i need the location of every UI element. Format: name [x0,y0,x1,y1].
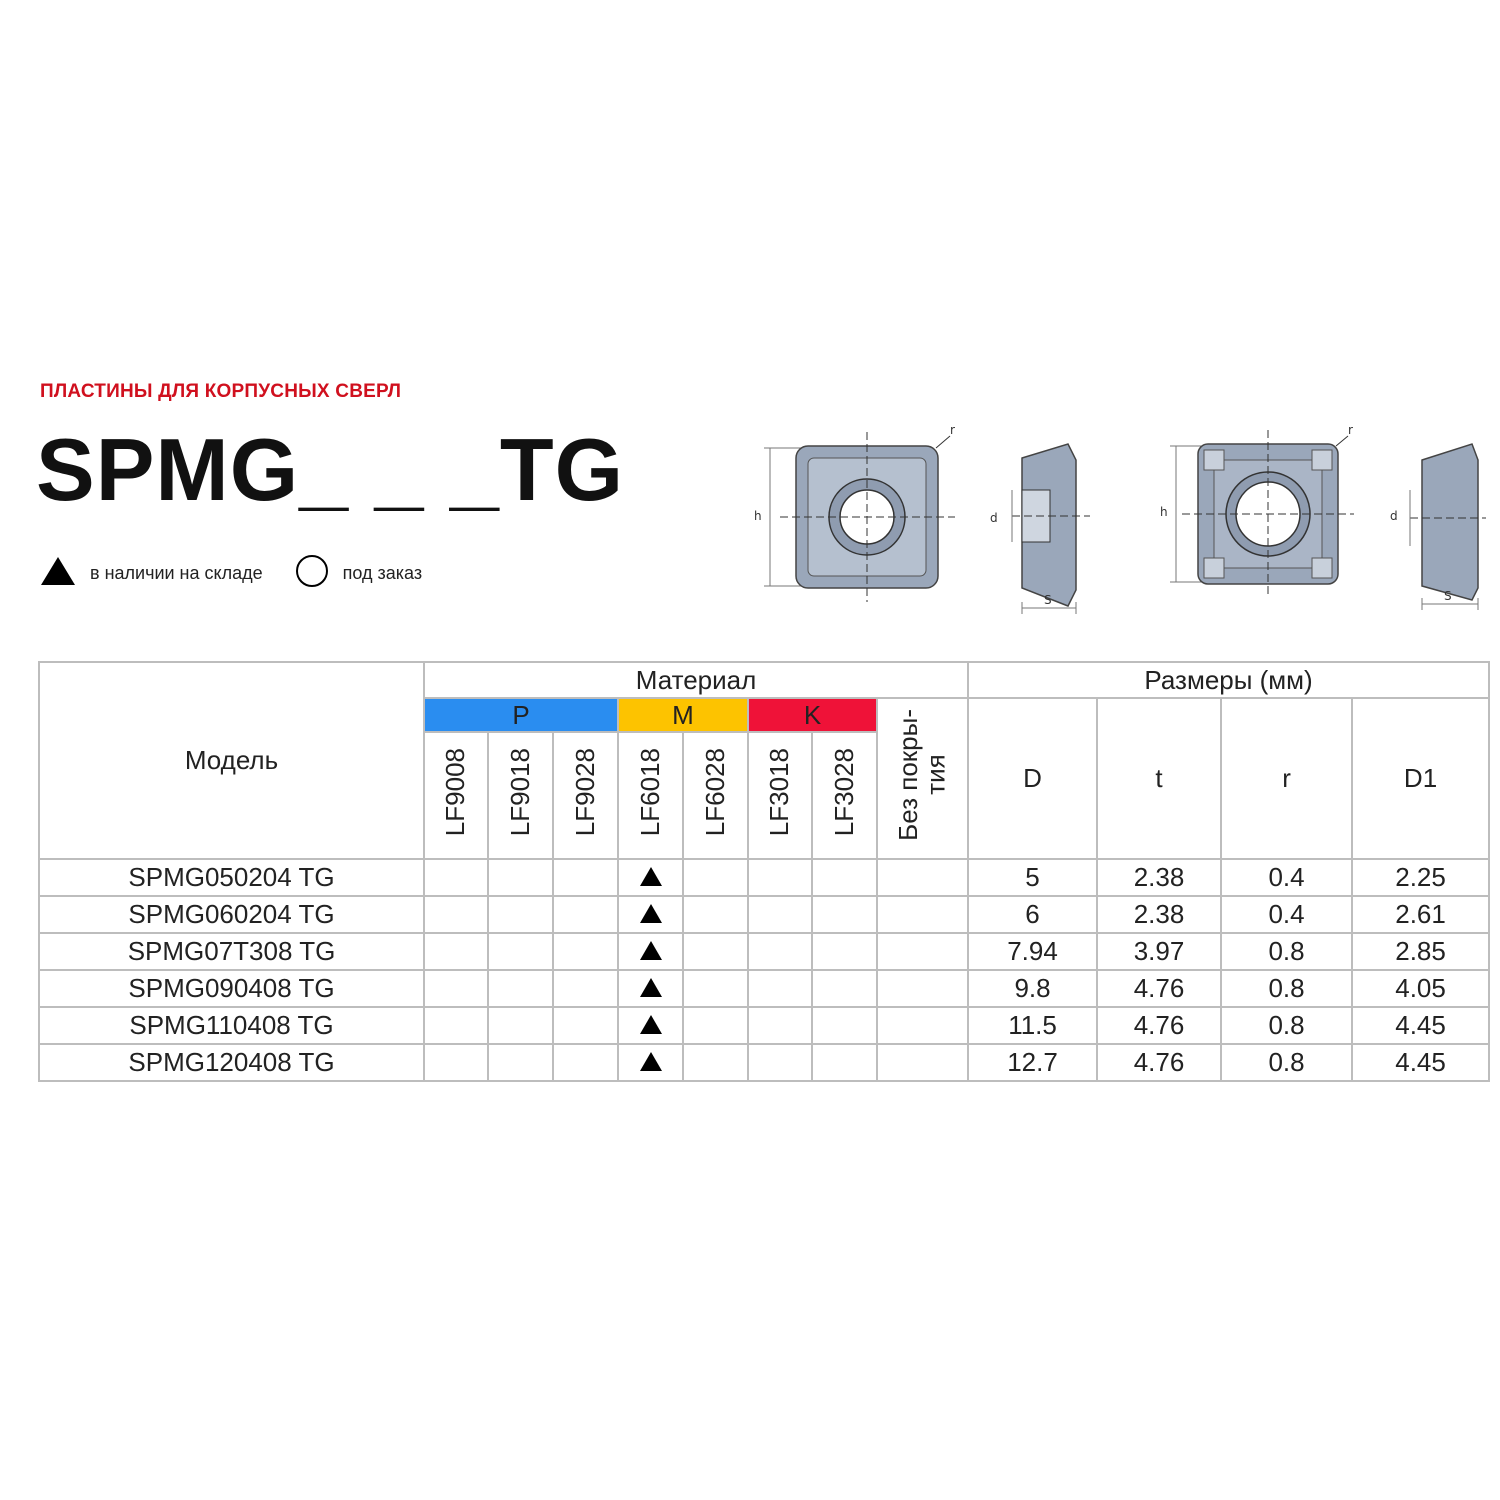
availability-cell [553,970,618,1007]
in-stock-label: в наличии на складе [90,562,263,583]
category-k: K [748,698,877,732]
material-header: Материал [424,662,968,698]
availability-cell [812,1044,877,1081]
table-row [39,1007,1489,1044]
dim-cell-D1: 2.85 [1352,933,1489,970]
availability-cell [748,1044,812,1081]
svg-text:h: h [1160,505,1168,519]
table-row [39,859,1489,896]
model-cell: SPMG050204 TG [39,859,424,896]
availability-cell [424,1044,488,1081]
dim-cell-D: 9.8 [968,970,1097,1007]
insert-technical-drawings [750,420,1490,625]
dim-header-D1: D1 [1352,698,1489,859]
availability-cell [748,896,812,933]
availability-cell [488,1044,553,1081]
availability-cell [488,970,553,1007]
in-stock-triangle-icon [640,904,662,923]
availability-cell [618,933,683,970]
grade-header: LF9018 [488,732,553,859]
on-order-circle-icon [295,554,329,593]
availability-cell [618,896,683,933]
availability-cell [683,970,748,1007]
in-stock-triangle-icon [640,978,662,997]
dim-cell-D1: 4.05 [1352,970,1489,1007]
grade-header: LF9028 [553,732,618,859]
model-cell: SPMG060204 TG [39,896,424,933]
dim-cell-r: 0.8 [1221,1044,1352,1081]
dim-header-D: D [968,698,1097,859]
availability-cell [812,859,877,896]
availability-cell [877,859,968,896]
grade-header: LF6018 [618,732,683,859]
grade-header: LF6028 [683,732,748,859]
svg-text:S: S [1444,589,1452,603]
availability-cell [748,970,812,1007]
svg-text:r: r [1348,423,1353,437]
availability-cell [553,896,618,933]
model-header: Модель [39,662,424,859]
availability-cell [553,859,618,896]
dim-cell-r: 0.4 [1221,859,1352,896]
dim-cell-t: 3.97 [1097,933,1221,970]
dim-h-label: h [754,509,762,523]
dim-cell-D: 7.94 [968,933,1097,970]
in-stock-triangle-icon [640,867,662,886]
svg-text:d: d [1390,509,1398,523]
availability-cell [812,933,877,970]
category-p: P [424,698,618,732]
in-stock-triangle-icon [40,555,76,592]
availability-cell [618,1007,683,1044]
dim-cell-D1: 2.61 [1352,896,1489,933]
availability-cell [748,933,812,970]
model-cell: SPMG110408 TG [39,1007,424,1044]
model-cell: SPMG120408 TG [39,1044,424,1081]
availability-cell [748,859,812,896]
availability-cell [877,933,968,970]
availability-cell [424,970,488,1007]
availability-cell [488,859,553,896]
model-cell: SPMG090408 TG [39,970,424,1007]
dim-s-label: S [1044,593,1052,607]
availability-cell [812,1007,877,1044]
in-stock-triangle-icon [640,1052,662,1071]
table-body [39,859,1489,1081]
availability-cell [424,896,488,933]
category-m: M [618,698,748,732]
dim-r-label: r [950,423,955,437]
dim-cell-r: 0.8 [1221,1007,1352,1044]
availability-cell [812,896,877,933]
dim-cell-D1: 4.45 [1352,1044,1489,1081]
section-subtitle: ПЛАСТИНЫ ДЛЯ КОРПУСНЫХ СВЕРЛ [40,381,402,402]
dim-cell-D1: 4.45 [1352,1007,1489,1044]
dim-cell-r: 0.8 [1221,933,1352,970]
availability-legend [40,556,422,590]
dim-cell-t: 2.38 [1097,859,1221,896]
availability-cell [618,970,683,1007]
dim-cell-D: 11.5 [968,1007,1097,1044]
availability-cell [877,1044,968,1081]
availability-cell [683,933,748,970]
page-title: SPMG_ _ _TG [36,420,625,519]
dim-cell-t: 2.38 [1097,896,1221,933]
table-row [39,1044,1489,1081]
grade-header: LF9008 [424,732,488,859]
dim-cell-D: 5 [968,859,1097,896]
table-row [39,970,1489,1007]
availability-cell [748,1007,812,1044]
insert-drawings-svg [750,420,1490,620]
dim-cell-D1: 2.25 [1352,859,1489,896]
dim-header-t: t [1097,698,1221,859]
availability-cell [488,896,553,933]
availability-cell [683,1044,748,1081]
availability-cell [683,896,748,933]
availability-cell [553,1044,618,1081]
in-stock-triangle-icon [640,1015,662,1034]
grade-header: LF3018 [748,732,812,859]
dim-cell-t: 4.76 [1097,1044,1221,1081]
grade-header: LF3028 [812,732,877,859]
availability-cell [683,859,748,896]
dim-cell-r: 0.4 [1221,896,1352,933]
table-row [39,896,1489,933]
availability-cell [812,970,877,1007]
availability-cell [877,1007,968,1044]
in-stock-triangle-icon [640,941,662,960]
dim-d-label: d [990,511,998,525]
sizes-header: Размеры (мм) [968,662,1489,698]
insert-top-view-1 [754,423,955,602]
availability-cell [424,933,488,970]
dim-cell-r: 0.8 [1221,970,1352,1007]
availability-cell [683,1007,748,1044]
on-order-label: под заказ [342,562,423,583]
insert-side-view-1 [990,444,1090,614]
availability-cell [877,896,968,933]
availability-cell [488,1007,553,1044]
dim-cell-D: 6 [968,896,1097,933]
insert-side-view-2 [1390,444,1486,610]
uncoated-header: Без покры- тия [877,698,968,859]
dim-cell-t: 4.76 [1097,1007,1221,1044]
availability-cell [877,970,968,1007]
dim-header-r: r [1221,698,1352,859]
insert-top-view-2 [1160,423,1354,598]
spec-table [38,661,1490,1082]
availability-cell [618,859,683,896]
availability-cell [488,933,553,970]
model-cell: SPMG07T308 TG [39,933,424,970]
availability-cell [553,1007,618,1044]
availability-cell [618,1044,683,1081]
availability-cell [424,859,488,896]
dim-cell-t: 4.76 [1097,970,1221,1007]
table-row [39,933,1489,970]
dim-cell-D: 12.7 [968,1044,1097,1081]
availability-cell [553,933,618,970]
availability-cell [424,1007,488,1044]
